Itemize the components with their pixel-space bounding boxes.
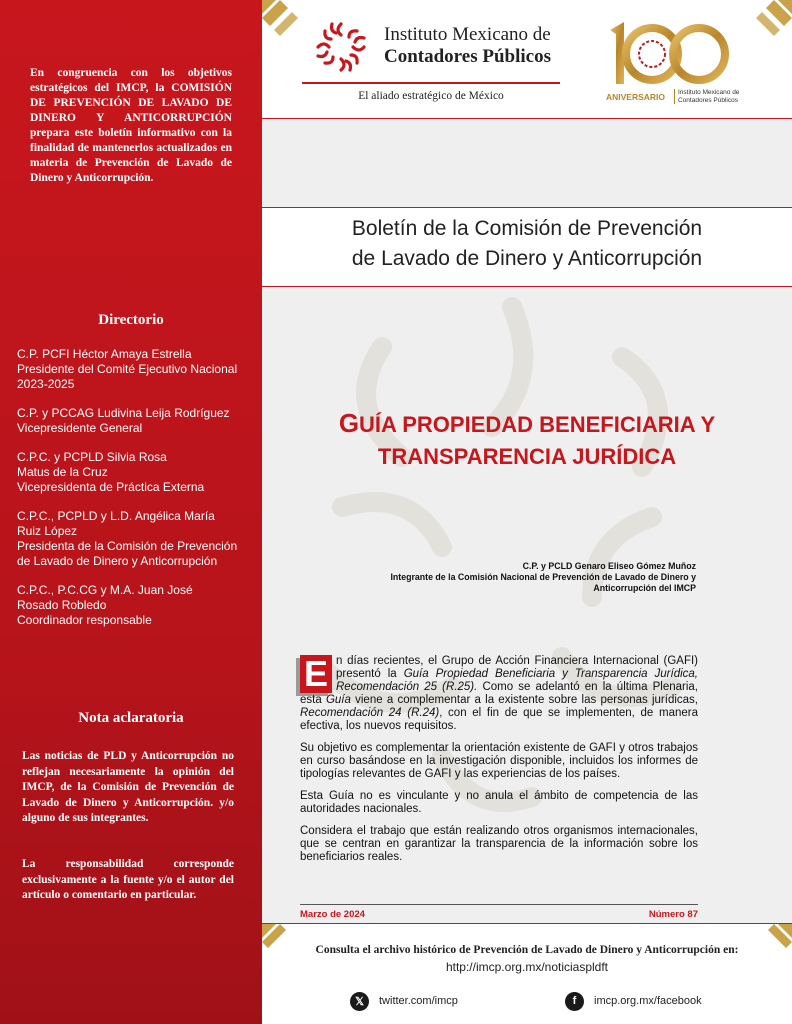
directorio-item <box>17 347 253 392</box>
directorio-line: C.P. y PCCAG Ludivina Leija Rodríguez <box>17 406 230 420</box>
tagline: El aliado estratégico de México <box>358 90 504 102</box>
facebook-icon: f <box>565 992 584 1011</box>
facebook-handle: imcp.org.mx/facebook <box>594 995 702 1007</box>
article-title <box>272 407 782 473</box>
directorio-line: Vicepresidenta de Práctica Externa <box>17 480 205 494</box>
directorio-line: Ruiz López <box>17 524 78 538</box>
article-paragraph-1 <box>300 655 698 733</box>
directorio-line: Vicepresidente General <box>17 421 143 435</box>
directorio-line: Coordinador responsable <box>17 613 152 627</box>
nota-paragraph-2: La responsabilidad corresponde exclusivamente a la fuente y/o el autor del artículo o comentario en particular. <box>22 858 234 901</box>
gold-corner-ornament-icon <box>752 0 792 40</box>
directorio-line: C.P.C., P.C.CG y M.A. Juan José <box>17 583 193 597</box>
directorio-line: C.P.C., PCPLD y L.D. Angélica María <box>17 509 215 523</box>
article-paragraph-3: Esta Guía no es vinculante y no anula el ámbito de competencia de las autoridades nacionales. <box>300 790 698 815</box>
nota-heading: Nota aclaratoria <box>78 710 184 726</box>
header-divider <box>302 82 560 84</box>
x-twitter-icon: 𝕏 <box>350 992 369 1011</box>
twitter-link[interactable] <box>350 990 458 1012</box>
issue-date: Marzo de 2024 <box>300 909 365 920</box>
anniversary-org-line2: Contadores Públicos <box>678 96 738 104</box>
imcp-logo-icon <box>312 18 370 76</box>
article-title-line1: UÍA PROPIEDAD BENEFICIARIA Y <box>359 412 716 437</box>
article-footer-divider <box>300 904 698 905</box>
archive-link[interactable]: http://imcp.org.mx/noticiaspldft <box>445 960 609 974</box>
org-name-line2: Contadores Públicos <box>384 46 551 67</box>
directorio-line: 2023-2025 <box>17 377 75 391</box>
bulletin-title <box>262 214 792 284</box>
directorio-item <box>17 450 253 495</box>
text-run-italic: Guía <box>325 694 351 706</box>
sidebar-intro: En congruencia con los objetivos estratégicos del IMCP, la COMISIÓN DE PREVENCIÓN DE LAVADO DE DINERO Y ANTICORRUPCIÓN prepara este boletín informativo con la finalidad de mantenerlos actualizados en materia de Prevención de Lavado de Dinero y Anticorrupción. <box>30 67 232 184</box>
article-paragraph-4: Considera el trabajo que están realizando otros organismos internacionales, que se centran en garantizar la transparencia de la información sobre los beneficiarios reales. <box>300 825 698 863</box>
directorio-item <box>17 583 253 628</box>
sidebar <box>0 0 262 1024</box>
author-role-line1: Integrante de la Comisión Nacional de Prevención de Lavado de Dinero y <box>390 572 696 582</box>
directorio-line: Rosado Robledo <box>17 598 107 612</box>
author-role-line2: Anticorrupción del IMCP <box>593 583 696 593</box>
directorio-line: Presidente del Comité Ejecutivo Nacional <box>17 362 238 376</box>
article-panel <box>262 286 792 924</box>
nota-paragraph-1: Las noticias de PLD y Anticorrupción no reflejan necesariamente la opinión del IMCP, de la Comisión de Prevención de Lavado de Dinero y Anticorrupción. y/o alguno de sus integrantes. <box>22 750 234 824</box>
org-name <box>384 24 551 68</box>
issue-number: Número 87 <box>648 909 698 920</box>
directorio-list <box>17 347 253 642</box>
article-author <box>302 561 696 594</box>
directorio-line: C.P.C. y PCPLD Silvia Rosa <box>17 450 167 464</box>
anniversary-label: ANIVERSARIO <box>606 92 666 102</box>
bulletin-title-line1: Boletín de la Comisión de Prevención <box>351 217 703 240</box>
header-band <box>262 118 792 208</box>
directorio-item <box>17 406 253 436</box>
text-run: n días recientes, el Grupo de Acción Financiera Internacional (GAFI) presentó la <box>336 655 698 680</box>
directorio-heading: Directorio <box>98 312 164 328</box>
article-paragraph-2: Su objetivo es complementar la orientación existente de GAFI y otros trabajos en curso basándose en la investigación disponible, incluidos los informes de tipologías relevantes de GAFI y las experiencias de los países. <box>300 742 698 780</box>
article-title-initial: G <box>338 408 360 438</box>
text-run-italic: Guía Propiedad Beneficiaria y Transparencia Jurídica, Recomendación 25 (R.25). <box>336 668 698 693</box>
text-run: , con el fin de que se implementen, de manera efectiva, los nuevos requisitos. <box>300 707 698 732</box>
archive-notice: Consulta el archivo histórico de Prevención de Lavado de Dinero y Anticorrupción en: <box>315 944 739 956</box>
gold-corner-ornament-icon <box>262 0 302 40</box>
text-run: viene a complementar a la existente sobre las personas jurídicas, <box>350 694 699 706</box>
directorio-line: C.P. PCFI Héctor Amaya Estrella <box>17 347 192 361</box>
dropcap: E <box>300 655 332 693</box>
directorio-line: Matus de la Cruz <box>17 465 108 479</box>
text-run: Como se adelantó en la última Plenaria, esta <box>300 681 698 706</box>
article-title-line2: TRANSPARENCIA JURÍDICA <box>377 444 677 469</box>
anniversary-org <box>674 89 739 104</box>
anniversary-org-line1: Instituto Mexicano de <box>678 89 740 96</box>
directorio-line: de Lavado de Dinero y Anticorrupción <box>17 554 218 568</box>
page-header <box>262 0 792 118</box>
directorio-line: Presidenta de la Comisión de Prevención <box>17 539 238 553</box>
article-body <box>300 655 698 873</box>
directorio-item <box>17 509 253 569</box>
bulletin-title-line2: de Lavado de Dinero y Anticorrupción <box>351 247 703 270</box>
facebook-link[interactable] <box>565 990 702 1012</box>
author-name: C.P. y PCLD Genaro Eliseo Gómez Muñoz <box>522 561 696 571</box>
text-run-italic: Recomendación 24 (R.24) <box>300 707 440 719</box>
twitter-handle: twitter.com/imcp <box>379 995 458 1007</box>
org-name-line1: Instituto Mexicano de <box>384 24 551 45</box>
